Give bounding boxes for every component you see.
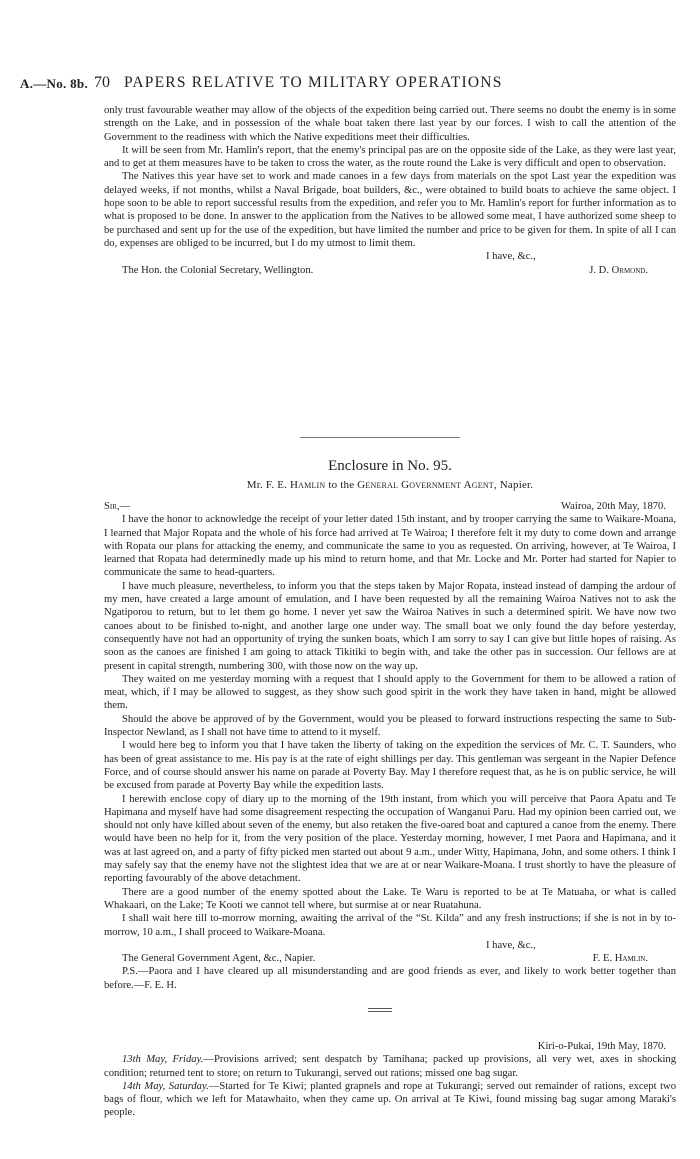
closing-text: I have, &c., [486, 939, 536, 951]
paragraph: I have much pleasure, nevertheless, to inform you that the steps taken by Major Ropata, instead instead of damping the ardour of my men, have created a large amount of emulation, and I have been requested by all the remaining Wairoa Natives not to ask the Ngatiporou to return, but to let them go home. I never yet saw the Wairoa Natives in such a determined spirit. We have now two canoes about to be finished to-night, and another large one under way. The small boat we only found the day before yesterday, consequently have not had an opportunity of trying the sunken boats, which I am sorry to say I can give but little hopes of raising. As soon as the canoes are finished I am going to attack Tikitiki to begin with, and take the other pas in succession. Our fellows are at present in capital strength, numbering 300, with those now on the way up. [104, 580, 676, 672]
diary-entry-text: —Started for Te Kiwi; planted grapnels and rope at Tukurangi; served out remainder of rations, except two bags of flour, which we left for Matawhaito, when they came up. On arrival at Te Kiwi, found missing bag sugar among Maraki's people. [104, 1080, 676, 1119]
diary-entry-date: 13th May, Friday. [122, 1054, 204, 1066]
paragraph: I would here beg to inform you that I have taken the liberty of taking on the expedition the services of Mr. C. T. Saunders, who has been of great assistance to me. His pay is at the rate of eight shillings per day. This gentleman was sergeant in the Napier Defence Force, and of course should answer his name on parade at Poverty Bay. May I therefore request that, as he is on public service, he will be excused from parade at Poverty Bay while the expedition lasts. [104, 740, 676, 792]
closing-text: I have, &c., [486, 251, 536, 263]
diary-entry [104, 1080, 676, 1120]
divider-line [368, 1008, 392, 1009]
running-title: PAPERS RELATIVE TO MILITARY OPERATIONS [124, 74, 503, 91]
closing-row [104, 939, 676, 952]
paragraph: There are a good number of the enemy spotted about the Lake. Te Waru is reported to be at Te Matuaha, or what is called Whakaari, on the Lake; Te Kooti we cannot tell where, but surmise at or near Ruatahuna. [104, 886, 676, 911]
subheading-suffix: , Napier. [493, 479, 534, 491]
enclosure-subheading [104, 479, 676, 491]
signature: F. E. Hamlin. [592, 953, 648, 965]
divider-line [368, 1011, 392, 1012]
paragraph: I herewith enclose copy of diary up to the morning of the 19th instant, from which you will perceive that Paora Apatu and Te Hapimana and myself have had some disagreement respecting the occupation of Wanganui Paru. Had my opinion been carried out, we should not only have killed about seven of the enemy, but also retaken the five-oared boat and captured a canoe from the enemy. There would have been no help for it, from the very position of the place. Yesterday morning, however, I met Paora and Hapimana, and it was at last agreed on, and a party of fifty picked men started out about 9 a.m., under Witty, Hapimana, John, and some others. I think I may safely say that the enemy have not the slightest idea that we are at or near Waikare-Moana. I trust shortly to have the pleasure of reporting favourably of the above detachment. [104, 793, 676, 885]
paragraph: I have the honor to acknowledge the receipt of your letter dated 15th instant, and by trooper carrying the same to Waikare-Moana, I learned that Major Ropata and the whole of his force had arrived at Te Wairoa; I therefore felt it my duty to come down and arrange with Ropata our plans for attacking the enemy, and communicate the same to you as requested. On arriving, however, at Te Wairoa, I learned that Ropata had determinedly made up his mind to return home, and that Mr. Locke and Mr. Porter had started for Napier to communicate the same to head-quarters. [104, 514, 676, 579]
section-divider [300, 437, 460, 438]
place-date: Wairoa, 20th May, 1870. [561, 501, 666, 512]
diary-entry-date: 14th May, Saturday. [122, 1080, 209, 1092]
subheading-prefix: Mr. F. E. [246, 479, 288, 491]
salutation-row [104, 500, 676, 513]
paragraph: I shall wait here till to-morrow morning, awaiting the arrival of the “St. Kilda” and any fresh instructions; if she is not in by to-morrow, 10 a.m., I shall proceed to Waikare-Moana. [104, 913, 676, 938]
signature-row [104, 264, 676, 277]
diary-place-date: Kiri-o-Pukai, 19th May, 1870. [537, 1041, 666, 1052]
subheading-name: Hamlin [290, 479, 326, 491]
paragraph: Should the above be approved of by the Government, would you be pleased to forward instructions respecting the same to Sub-Inspector Newland, as I shall not have time to attend to it myself. [104, 713, 676, 739]
diary-entry-text: —Provisions arrived; sent despatch by Tamihana; packed up provisions, all very wet, axes in shocking condition; returned tent to store; on return to Tukurangi, served out rations; missed one bag sugar. [104, 1054, 676, 1079]
paragraph: only trust favourable weather may allow of the objects of the expedition being carried out. There seems no doubt the enemy is in some strength on the Lake, and in possession of the whale boat taken there last year by our forces. I wish to call the attention of the Government to the readiness with which the Native expeditions meet their difficulties. [104, 105, 676, 143]
addressee: The General Government Agent, &c., Napier. [122, 953, 316, 965]
paragraph: The Natives this year have set to work and made canoes in a few days from materials on the spot Last year the expedition was delayed weeks, if not months, whilst a Naval Brigade, boat builders, &c., were obtained to build boats to achieve the same object. I hope soon to be able to report successful results from the expedition, and refer you to Mr. Hamlin's report for further information as to what is proposed to be done. In answer to the application from the Natives to be allowed some meat, I have authorized some sheep to be purchased and sent up for the use of the expedition, but have limited the number and price to be given for them. In spite of all I can do, expenses are obliged to be incurred, but I do my utmost to limit them. [104, 171, 676, 249]
paragraph: They waited on me yesterday morning with a request that I should apply to the Government for them to be allowed a ration of meat, which, if I may be allowed to suggest, as they show such good spirit in the work they have taken in hand, might be allowed them. [104, 673, 676, 712]
diary [104, 1040, 676, 1120]
document-reference: A.—No. 8b. [20, 76, 89, 91]
addressee: The Hon. the Colonial Secretary, Wellington. [122, 264, 314, 276]
enclosure-heading: Enclosure in No. 95. [328, 458, 452, 474]
subheading-agent: General Government Agent [357, 479, 494, 491]
signature-row [104, 952, 676, 965]
postscript: P.S.—Paora and I have cleared up all misunderstanding and are good friends as ever, and likely to work better together than before.—F. E. H. [104, 966, 676, 991]
paragraph: It will be seen from Mr. Hamlin's report, that the enemy's principal pas are on the opposite side of the Lake, as they were last year, and to get at them measures have to be taken to cross the water, as the route round the Lake is very difficult and open to observation. [104, 144, 676, 170]
signature: J. D. Ormond. [589, 264, 648, 276]
letter-continuation [104, 104, 676, 277]
enclosure-letter [104, 500, 676, 992]
salutation: Sir,— [104, 501, 131, 512]
closing-row [104, 250, 676, 263]
page-header [20, 74, 680, 96]
diary-entry [104, 1053, 676, 1080]
page-number: 70 [94, 74, 110, 91]
subheading-mid: to the [328, 479, 355, 491]
